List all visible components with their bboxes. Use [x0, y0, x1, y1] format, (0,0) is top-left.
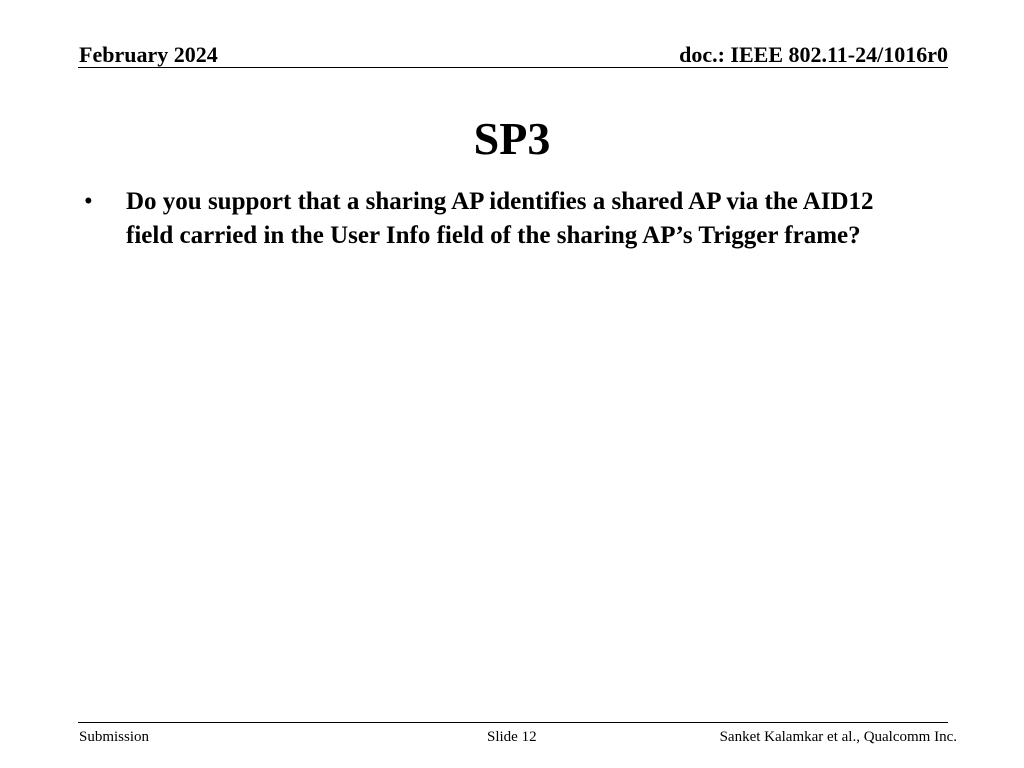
bullet-text: Do you support that a sharing AP identifies a shared AP via the AID12 field carried in the User Info field of the sharing AP’s Trigger frame?: [126, 188, 874, 249]
header-doc-id: doc.: IEEE 802.11-24/1016r0: [679, 42, 948, 67]
slide-title: SP3: [473, 113, 551, 164]
header-divider: [78, 67, 948, 68]
header-date: February 2024: [79, 42, 218, 67]
bullet-item: [84, 185, 914, 253]
footer-submission: Submission: [79, 729, 150, 745]
bullet-list: [84, 185, 914, 253]
footer-authors: Sanket Kalamkar et al., Qualcomm Inc.: [719, 729, 957, 745]
bullet-marker: •: [84, 188, 93, 215]
footer-slide-number: Slide 12: [487, 729, 537, 745]
footer-divider: [78, 722, 948, 723]
